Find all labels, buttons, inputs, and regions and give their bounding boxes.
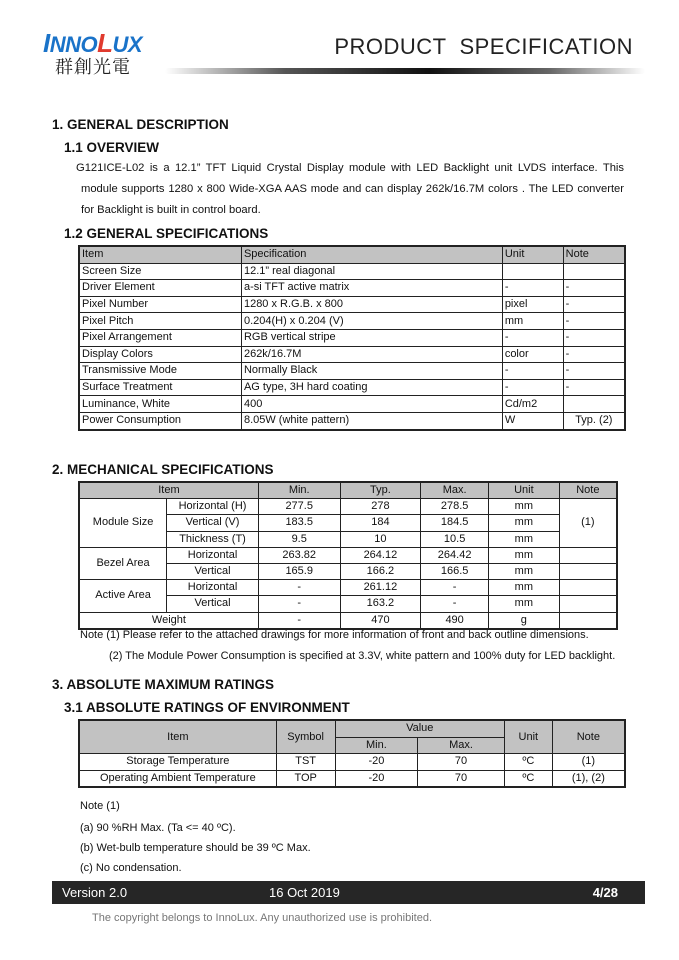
table-row	[79, 499, 617, 515]
cell-note: Typ. (2)	[563, 412, 625, 429]
table-row-weight	[79, 612, 617, 629]
table-row	[79, 280, 625, 297]
cell-unit: -	[502, 379, 563, 396]
cell-item: Screen Size	[79, 263, 241, 280]
cell-dimension: Horizontal (H)	[167, 499, 259, 515]
cell-min: 277.5	[258, 499, 340, 515]
cell-item: Pixel Arrangement	[79, 329, 241, 346]
cell-specification: 262k/16.7M	[241, 346, 502, 363]
table-header-row	[79, 482, 617, 499]
cell-note: (1)	[552, 754, 625, 771]
cell-unit: mm	[489, 563, 560, 579]
cell-note	[559, 612, 617, 629]
table-header-row	[79, 720, 625, 737]
cell-max: 70	[418, 754, 505, 771]
column-header-note: Note	[552, 720, 625, 754]
cell-specification: 0.204(H) x 0.204 (V)	[241, 313, 502, 330]
cell-note: (1), (2)	[552, 770, 625, 787]
cell-dimension: Vertical (V)	[167, 515, 259, 531]
cell-max: 278.5	[421, 499, 489, 515]
overview-line: G121ICE-L02 is a 12.1” TFT Liquid Crystal Display module with LED Backlight unit LVDS interface. This	[76, 162, 624, 174]
cell-dimension: Horizontal	[167, 547, 259, 563]
cell-note: -	[563, 379, 625, 396]
cell-dimension: Thickness (T)	[167, 531, 259, 547]
cell-item: Power Consumption	[79, 412, 241, 429]
cell-min: -	[258, 612, 340, 629]
table-row	[79, 379, 625, 396]
environment-note-c: (c) No condensation.	[80, 862, 182, 874]
cell-max: 490	[421, 612, 489, 629]
cell-typ: 264.12	[340, 547, 421, 563]
cell-specification: a-si TFT active matrix	[241, 280, 502, 297]
logo-letters-nno: NNO	[49, 32, 98, 57]
cell-unit: g	[489, 612, 560, 629]
column-header-specification: Specification	[241, 246, 502, 263]
cell-unit: -	[502, 280, 563, 297]
cell-item: Display Colors	[79, 346, 241, 363]
cell-min: -20	[335, 770, 418, 787]
page-number: 4/28	[592, 885, 618, 900]
cell-unit: W	[502, 412, 563, 429]
cell-specification: RGB vertical stripe	[241, 329, 502, 346]
cell-unit: ºC	[504, 770, 552, 787]
column-header-item: Item	[79, 246, 241, 263]
cell-unit: mm	[489, 547, 560, 563]
copyright-notice: The copyright belongs to InnoLux. Any unauthorized use is prohibited.	[92, 912, 433, 924]
column-header-unit: Unit	[489, 482, 560, 499]
general-specs-heading: 1.2 GENERAL SPECIFICATIONS	[64, 226, 269, 241]
table-row	[79, 329, 625, 346]
column-header-value: Value	[335, 720, 504, 737]
column-header-symbol: Symbol	[276, 720, 335, 754]
cell-item: Luminance, White	[79, 396, 241, 413]
cell-specification: Normally Black	[241, 363, 502, 380]
cell-specification: 1280 x R.G.B. x 800	[241, 296, 502, 313]
cell-min: -	[258, 596, 340, 612]
column-header-note: Note	[563, 246, 625, 263]
table-row	[79, 547, 617, 563]
cell-item: Transmissive Mode	[79, 363, 241, 380]
environment-ratings-heading: 3.1 ABSOLUTE RATINGS OF ENVIRONMENT	[64, 700, 350, 715]
cell-typ: 470	[340, 612, 421, 629]
cell-note: -	[563, 346, 625, 363]
logo-wordmark	[43, 28, 173, 58]
table-row	[79, 412, 625, 429]
cell-note	[559, 547, 617, 563]
table-row	[79, 770, 625, 787]
cell-typ: 163.2	[340, 596, 421, 612]
table-row	[79, 263, 625, 280]
cell-dimension: Horizontal	[167, 580, 259, 596]
cell-max: 184.5	[421, 515, 489, 531]
cell-symbol: TST	[276, 754, 335, 771]
cell-max: -	[421, 580, 489, 596]
cell-unit: -	[502, 329, 563, 346]
cell-item: Driver Element	[79, 280, 241, 297]
overview-line: module supports 1280 x 800 Wide-XGA AAS mode and can display 262k/16.7M colors . The LED converter	[81, 183, 624, 195]
mechanical-note-2: (2) The Module Power Consumption is specified at 3.3V, white pattern and 100% duty for LED backlight.	[109, 650, 616, 662]
overview-heading: 1.1 OVERVIEW	[64, 140, 160, 155]
table-row	[79, 580, 617, 596]
section-1-heading: 1. GENERAL DESCRIPTION	[52, 117, 229, 132]
environment-note-title: Note (1)	[80, 800, 120, 812]
section-2-heading: 2. MECHANICAL SPECIFICATIONS	[52, 462, 274, 477]
cell-group-name: Bezel Area	[79, 547, 167, 579]
cell-item: Surface Treatment	[79, 379, 241, 396]
cell-specification: AG type, 3H hard coating	[241, 379, 502, 396]
cell-note: -	[563, 280, 625, 297]
table-header-row	[79, 246, 625, 263]
cell-min: 183.5	[258, 515, 340, 531]
cell-typ: 261.12	[340, 580, 421, 596]
cell-note	[559, 596, 617, 612]
cell-typ: 166.2	[340, 563, 421, 579]
cell-unit: mm	[489, 531, 560, 547]
cell-note	[563, 263, 625, 280]
column-header-note: Note	[559, 482, 617, 499]
cell-group-name: Module Size	[79, 499, 167, 548]
cell-unit: mm	[502, 313, 563, 330]
table-row	[79, 313, 625, 330]
cell-dimension: Vertical	[167, 563, 259, 579]
cell-group-name: Active Area	[79, 580, 167, 612]
cell-unit	[502, 263, 563, 280]
column-header-min: Min.	[335, 737, 418, 754]
cell-min: -	[258, 580, 340, 596]
cell-unit: ºC	[504, 754, 552, 771]
column-header-max: Max.	[418, 737, 505, 754]
cell-note	[559, 580, 617, 596]
cell-item: Operating Ambient Temperature	[79, 770, 276, 787]
environment-ratings-table	[78, 719, 626, 788]
environment-note-a: (a) 90 %RH Max. (Ta <= 40 ºC).	[80, 822, 236, 834]
document-title: PRODUCT SPECIFICATION	[334, 34, 633, 59]
table-row	[79, 296, 625, 313]
cell-unit: mm	[489, 580, 560, 596]
cell-unit: -	[502, 363, 563, 380]
footer-bar	[52, 881, 645, 904]
cell-typ: 278	[340, 499, 421, 515]
document-date: 16 Oct 2019	[269, 885, 340, 900]
cell-min: 165.9	[258, 563, 340, 579]
cell-item: Pixel Number	[79, 296, 241, 313]
general-specs-table	[78, 245, 626, 431]
column-header-unit: Unit	[502, 246, 563, 263]
cell-unit: color	[502, 346, 563, 363]
cell-unit: Cd/m2	[502, 396, 563, 413]
cell-dimension: Vertical	[167, 596, 259, 612]
table-row	[79, 754, 625, 771]
logo-letter-l: L	[97, 28, 113, 58]
cell-unit: mm	[489, 515, 560, 531]
cell-min: -20	[335, 754, 418, 771]
section-3-heading: 3. ABSOLUTE MAXIMUM RATINGS	[52, 677, 274, 692]
cell-item: Pixel Pitch	[79, 313, 241, 330]
table-row	[79, 363, 625, 380]
cell-max: -	[421, 596, 489, 612]
cell-max: 70	[418, 770, 505, 787]
document-version: Version 2.0	[62, 885, 128, 900]
logo-letter-i: I	[43, 28, 50, 58]
cell-min: 9.5	[258, 531, 340, 547]
cell-typ: 10	[340, 531, 421, 547]
table-row	[79, 396, 625, 413]
cell-note: -	[563, 363, 625, 380]
logo-chinese-name: 群創光電	[55, 57, 131, 78]
cell-specification: 8.05W (white pattern)	[241, 412, 502, 429]
innolux-logo	[43, 28, 173, 80]
overview-line: for Backlight is built in control board.	[81, 204, 261, 216]
logo-letters-ux: UX	[112, 32, 143, 57]
cell-max: 264.42	[421, 547, 489, 563]
mechanical-note-1: Note (1) Please refer to the attached drawings for more information of front and back outline dimensions.	[80, 629, 589, 641]
column-header-min: Min.	[258, 482, 340, 499]
column-header-item: Item	[79, 720, 276, 754]
cell-specification: 12.1” real diagonal	[241, 263, 502, 280]
environment-note-b: (b) Wet-bulb temperature should be 39 ºC Max.	[80, 842, 311, 854]
cell-max: 10.5	[421, 531, 489, 547]
column-header-unit: Unit	[504, 720, 552, 754]
cell-note: -	[563, 313, 625, 330]
cell-specification: 400	[241, 396, 502, 413]
cell-note: -	[563, 329, 625, 346]
mechanical-specs-table	[78, 481, 618, 630]
cell-item: Storage Temperature	[79, 754, 276, 771]
cell-min: 263.82	[258, 547, 340, 563]
cell-unit: pixel	[502, 296, 563, 313]
table-row	[79, 346, 625, 363]
column-header-item: Item	[79, 482, 258, 499]
header-divider	[165, 68, 645, 74]
cell-typ: 184	[340, 515, 421, 531]
cell-note: -	[563, 296, 625, 313]
cell-unit: mm	[489, 596, 560, 612]
column-header-max: Max.	[421, 482, 489, 499]
cell-note	[563, 396, 625, 413]
cell-note: (1)	[559, 499, 617, 548]
cell-max: 166.5	[421, 563, 489, 579]
overview-paragraph	[76, 158, 624, 221]
column-header-typ: Typ.	[340, 482, 421, 499]
cell-symbol: TOP	[276, 770, 335, 787]
cell-item: Weight	[79, 612, 258, 629]
cell-note	[559, 563, 617, 579]
cell-unit: mm	[489, 499, 560, 515]
